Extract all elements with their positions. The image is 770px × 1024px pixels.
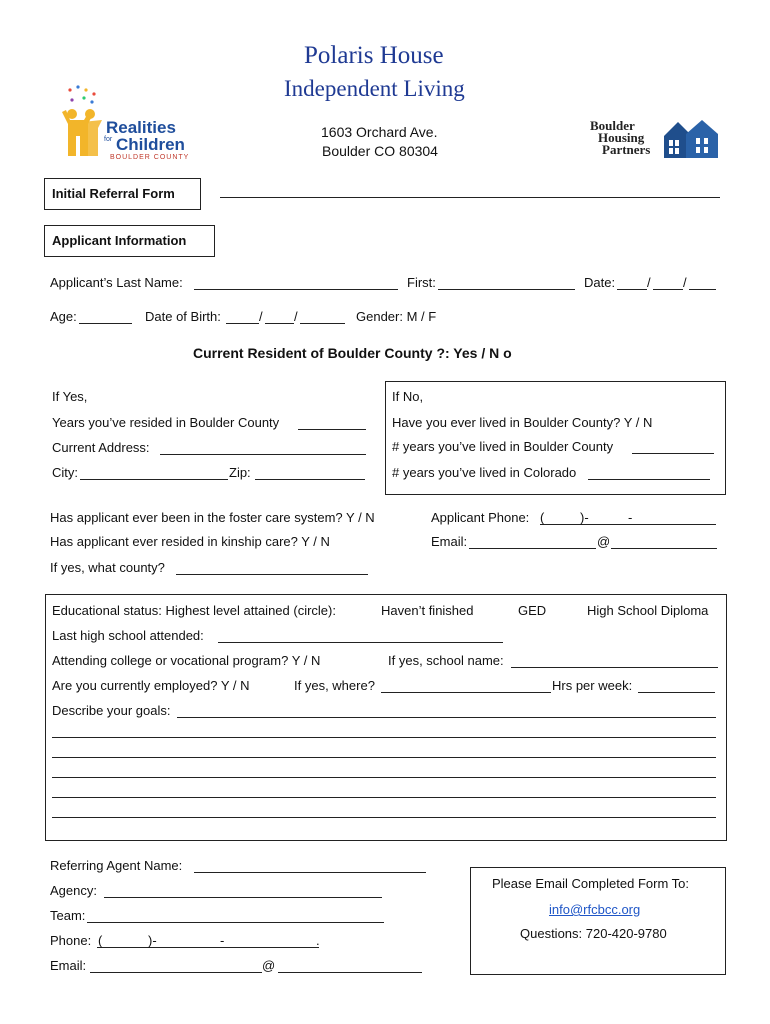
- last-name-field[interactable]: [194, 289, 398, 290]
- houses-icon: [662, 118, 718, 160]
- goals-line[interactable]: [52, 777, 716, 778]
- college-question[interactable]: Attending college or vocational program? Y / N: [52, 653, 321, 668]
- realities-for-children-logo: [58, 84, 198, 164]
- goals-line[interactable]: [177, 717, 716, 718]
- last-school-field[interactable]: [218, 642, 503, 643]
- logo-word-1: Realities: [106, 118, 176, 137]
- agent-phone-label: Phone:: [50, 933, 92, 948]
- email-at-sign: @: [262, 958, 276, 973]
- phone-paren-open: (: [98, 933, 103, 948]
- date-year-field[interactable]: [689, 289, 716, 290]
- bhp-line-1: Boulder: [590, 118, 635, 133]
- gender-label[interactable]: Gender: M / F: [356, 309, 437, 324]
- current-address-field[interactable]: [160, 454, 366, 455]
- contact-questions: Questions: 720-420-9780: [520, 926, 667, 941]
- agent-name-label: Referring Agent Name:: [50, 858, 183, 873]
- logo-word-2: Children: [116, 135, 185, 154]
- zip-field[interactable]: [255, 479, 365, 480]
- applicant-email-user-field[interactable]: [469, 548, 596, 549]
- team-label: Team:: [50, 908, 86, 923]
- phone-dash: -: [220, 933, 225, 948]
- county-field[interactable]: [176, 574, 368, 575]
- date-slash: /: [683, 275, 687, 290]
- city-field[interactable]: [80, 479, 228, 480]
- applicant-email-label: Email:: [431, 534, 468, 549]
- goals-line[interactable]: [52, 817, 716, 818]
- dob-year-field[interactable]: [300, 323, 345, 324]
- agent-email-label: Email:: [50, 958, 87, 973]
- years-colorado-label: # years you’ve lived in Colorado: [392, 465, 577, 480]
- applicant-phone-label: Applicant Phone:: [431, 510, 530, 525]
- years-resided-field[interactable]: [298, 429, 366, 430]
- years-boulder-label: # years you’ve lived in Boulder County: [392, 439, 614, 454]
- employer-label: If yes, where?: [294, 678, 375, 693]
- dob-slash: /: [294, 309, 298, 324]
- kinship-care-question[interactable]: Has applicant ever resided in kinship care? Y / N: [50, 534, 330, 549]
- years-boulder-field[interactable]: [632, 453, 714, 454]
- education-status-label: Educational status: Highest level attained (circle):: [52, 603, 336, 618]
- ever-lived-label[interactable]: Have you ever lived in Boulder County? Y / N: [392, 415, 653, 430]
- education-option-ged[interactable]: GED: [518, 603, 547, 618]
- school-name-field[interactable]: [511, 667, 718, 668]
- bhp-line-2: Housing: [598, 130, 645, 145]
- years-resided-label: Years you’ve resided in Boulder County: [52, 415, 280, 430]
- agent-email-domain-field[interactable]: [278, 972, 422, 973]
- goals-line[interactable]: [52, 737, 716, 738]
- school-name-label: If yes, school name:: [388, 653, 504, 668]
- county-label: If yes, what county?: [50, 560, 165, 575]
- zip-label: Zip:: [229, 465, 251, 480]
- page-title: Polaris House: [304, 42, 444, 69]
- logo-tagline: BOULDER COUNTY: [110, 154, 190, 161]
- if-yes-heading: If Yes,: [52, 389, 88, 404]
- initial-referral-label: Initial Referral Form: [52, 186, 175, 201]
- age-field[interactable]: [79, 323, 132, 324]
- employed-question[interactable]: Are you currently employed? Y / N: [52, 678, 250, 693]
- foster-care-question[interactable]: Has applicant ever been in the foster care system? Y / N: [50, 510, 375, 525]
- address-line-1: 1603 Orchard Ave.: [321, 124, 438, 140]
- if-no-heading: If No,: [392, 389, 424, 404]
- address-line-2: Boulder CO 80304: [322, 143, 438, 159]
- dob-day-field[interactable]: [265, 323, 294, 324]
- phone-paren-close: )-: [580, 510, 589, 525]
- agent-name-field[interactable]: [194, 872, 426, 873]
- phone-period: .: [316, 933, 320, 948]
- education-option-not-finished[interactable]: Haven’t finished: [381, 603, 474, 618]
- date-slash: /: [647, 275, 651, 290]
- date-day-field[interactable]: [653, 289, 683, 290]
- agency-field[interactable]: [104, 897, 382, 898]
- dob-month-field[interactable]: [226, 323, 259, 324]
- date-label: Date:: [584, 275, 616, 290]
- goals-line[interactable]: [52, 757, 716, 758]
- goals-line[interactable]: [52, 797, 716, 798]
- dob-slash: /: [259, 309, 263, 324]
- page-subtitle: Independent Living: [284, 76, 465, 101]
- resident-question[interactable]: Current Resident of Boulder County ?: Yes / N o: [193, 345, 512, 361]
- logo-connector: for: [104, 136, 113, 143]
- employer-field[interactable]: [381, 692, 551, 693]
- agent-phone-field[interactable]: [97, 947, 319, 948]
- team-field[interactable]: [87, 922, 384, 923]
- last-school-label: Last high school attended:: [52, 628, 204, 643]
- last-name-label: Applicant’s Last Name:: [50, 275, 183, 290]
- phone-paren-open: (: [540, 510, 545, 525]
- contact-email-link[interactable]: info@rfcbcc.org: [549, 902, 641, 917]
- phone-paren-close: )-: [148, 933, 157, 948]
- boulder-housing-partners-logo: [588, 118, 718, 162]
- current-address-label: Current Address:: [52, 440, 150, 455]
- applicant-email-domain-field[interactable]: [611, 548, 717, 549]
- referral-blank-line[interactable]: [220, 197, 720, 198]
- agent-email-user-field[interactable]: [90, 972, 262, 973]
- goals-label: Describe your goals:: [52, 703, 171, 718]
- date-month-field[interactable]: [617, 289, 647, 290]
- agency-label: Agency:: [50, 883, 97, 898]
- hours-label: Hrs per week:: [552, 678, 633, 693]
- applicant-info-label: Applicant Information: [52, 233, 187, 248]
- city-label: City:: [52, 465, 78, 480]
- education-option-diploma[interactable]: High School Diploma: [587, 603, 709, 618]
- email-at-sign: @: [597, 534, 611, 549]
- first-name-field[interactable]: [438, 289, 575, 290]
- years-colorado-field[interactable]: [588, 479, 710, 480]
- bhp-line-3: Partners: [602, 142, 651, 157]
- contact-instruction: Please Email Completed Form To:: [492, 876, 690, 891]
- age-label: Age:: [50, 309, 77, 324]
- hours-field[interactable]: [638, 692, 715, 693]
- dob-label: Date of Birth:: [145, 309, 221, 324]
- first-name-label: First:: [407, 275, 436, 290]
- phone-dash: -: [628, 510, 633, 525]
